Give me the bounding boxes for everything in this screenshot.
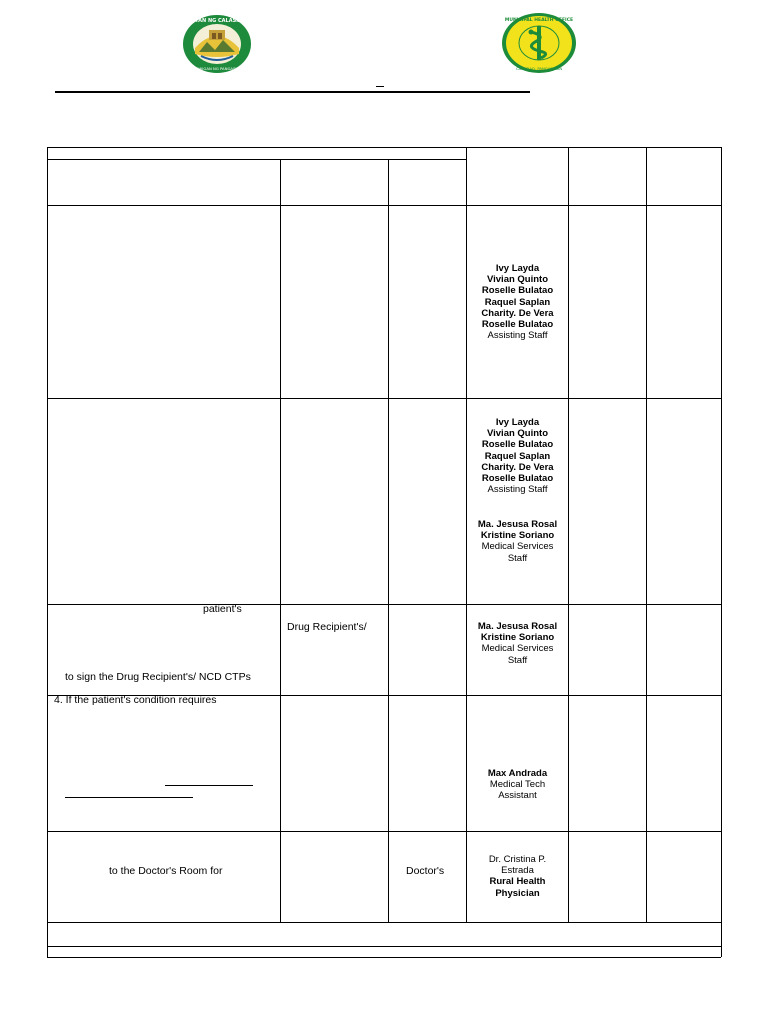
col-divider-5 [646, 147, 647, 922]
row4-blank-line-1 [165, 785, 253, 786]
staff-name: Assistant [498, 790, 537, 802]
staff-name: Staff [507, 654, 528, 666]
staff-name: Kristine Soriano [480, 632, 555, 644]
staff-name: Assisting Staff [487, 330, 548, 342]
header-underline [55, 91, 530, 93]
row3-client-step-line1: patient's [203, 603, 242, 615]
svg-text:CALASIAO, PANGASINAN: CALASIAO, PANGASINAN [515, 66, 563, 71]
staff-name: Charity. De Vera [481, 307, 554, 319]
row3-person-in-charge [467, 621, 568, 666]
staff-name: Kristine Soriano [480, 530, 555, 542]
row3-agency-action: Drug Recipient's/ [287, 621, 367, 633]
staff-name: Dr. Cristina P. [488, 854, 547, 865]
staff-name: Rural Health [489, 876, 546, 888]
svg-text:LALAWIGAN NG PANGASINAN: LALAWIGAN NG PANGASINAN [189, 66, 245, 71]
bayan-ng-calasiao-seal-logo [181, 14, 253, 74]
svg-text:MUNICIPAL HEALTH OFFICE: MUNICIPAL HEALTH OFFICE [504, 18, 574, 23]
staff-name: Staff [507, 552, 528, 564]
row5-bottom [47, 922, 721, 923]
staff-name: Ma. Jesusa Rosal [477, 519, 558, 530]
staff-name: Roselle Bulatao [481, 439, 554, 451]
municipal-health-office-seal-logo [501, 12, 577, 74]
staff-name: Raquel Saplan [484, 296, 551, 308]
row4-blank-line-2 [65, 797, 193, 798]
row5-person-in-charge [467, 854, 568, 899]
svg-text:BAYAN NG CALASIAO: BAYAN NG CALASIAO [187, 18, 247, 24]
staff-name: Roselle Bulatao [481, 473, 554, 485]
row2-bottom [47, 604, 721, 605]
header-dash [376, 86, 384, 87]
staff-name: Vivian Quinto [486, 274, 549, 286]
staff-name: Roselle Bulatao [481, 285, 554, 297]
row3-client-step-line2: to sign the Drug Recipient's/ NCD CTPs [65, 671, 251, 683]
row4-client-step-line1: 4. If the patient's condition requires [54, 694, 217, 706]
staff-name: Roselle Bulatao [481, 319, 554, 331]
staff-name: Medical Tech [489, 779, 546, 791]
seal-bayan-ng-calasiao-icon [181, 14, 253, 74]
seal-municipal-health-office-icon [501, 12, 577, 74]
row2-person-in-charge-medical [467, 519, 568, 564]
total-row-bottom [47, 946, 721, 947]
staff-name: Physician [495, 887, 540, 899]
row5-client-step: to the Doctor's Room for [109, 865, 223, 877]
table-border-top [47, 147, 721, 148]
staff-name: Estrada [501, 865, 534, 877]
staff-name: Ivy Layda [495, 417, 540, 428]
staff-name: Medical Services [481, 643, 554, 655]
table-border-right [721, 147, 722, 957]
row5-agency-action: Doctor's [406, 865, 445, 877]
row2-person-in-charge-assisting [467, 417, 568, 495]
row1-bottom [47, 398, 721, 399]
table-subheader-line [47, 159, 466, 160]
table-border-bottom [47, 957, 721, 958]
staff-name: Raquel Saplan [484, 450, 551, 462]
col-divider-1 [280, 159, 281, 922]
staff-name: Charity. De Vera [481, 461, 554, 473]
staff-name: Medical Services [481, 541, 554, 553]
staff-name: Assisting Staff [487, 484, 548, 496]
staff-name: Vivian Quinto [486, 428, 549, 440]
col-divider-4 [568, 147, 569, 922]
row4-person-in-charge [467, 768, 568, 802]
table-header-bottom [47, 205, 721, 206]
row4-bottom [47, 831, 721, 832]
staff-name: Ivy Layda [495, 263, 540, 274]
row1-person-in-charge [467, 263, 568, 341]
staff-name: Ma. Jesusa Rosal [477, 621, 558, 632]
col-divider-2 [388, 159, 389, 922]
staff-name: Max Andrada [487, 768, 548, 779]
table-border-left [47, 147, 48, 957]
